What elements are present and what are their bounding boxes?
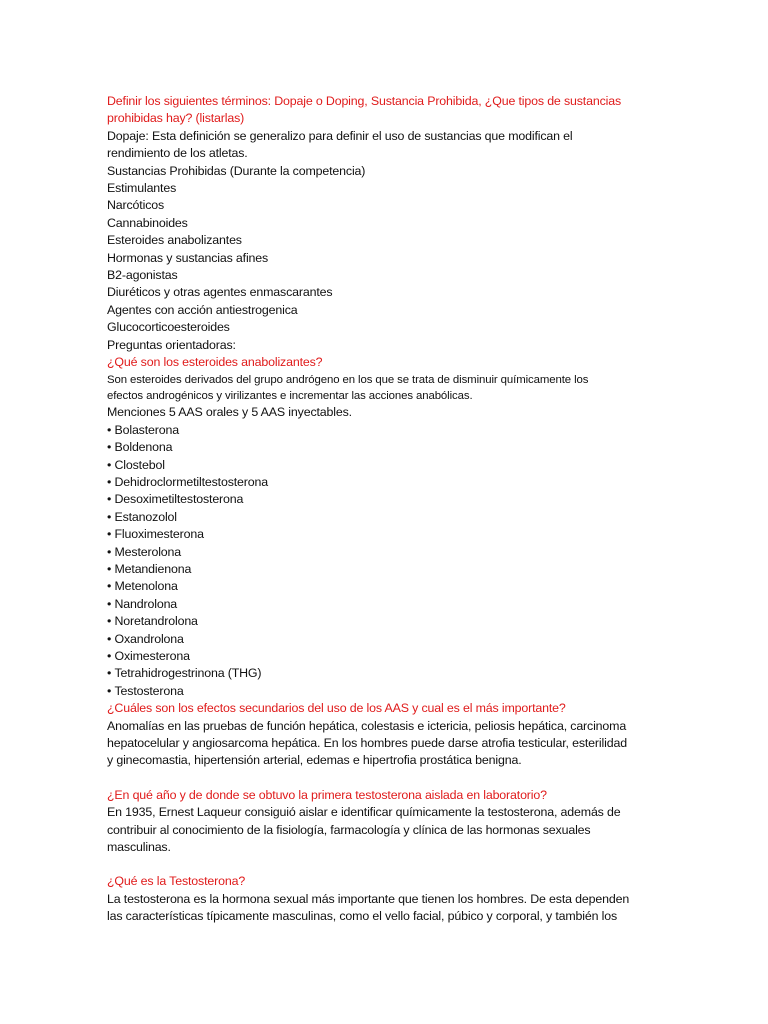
substance-item: B2-agonistas xyxy=(107,268,178,283)
paragraph-spacer xyxy=(107,856,667,873)
substance-item: Agentes con acción antiestrogenica xyxy=(107,302,298,317)
q4-answer-line-3: masculinas. xyxy=(107,840,171,855)
substance-item: Narcóticos xyxy=(107,198,165,213)
aas-list-item: • Metandienona xyxy=(107,561,667,578)
aas-list-item: • Nandrolona xyxy=(107,596,667,613)
aas-list xyxy=(107,422,667,701)
q3-answer-line-2: hepatocelular y angiosarcoma hepática. En los hombres puede darse atrofia testicular, esterilidad xyxy=(107,736,627,751)
q1-heading-line-2: prohibidas hay? (listarlas) xyxy=(107,111,245,126)
substance-item: Diuréticos y otras agentes enmascarantes xyxy=(107,285,333,300)
q4-answer-line-1: En 1935, Ernest Laqueur consiguió aislar e identificar químicamente la testosterona, además de xyxy=(107,805,621,820)
aas-list-item: • Fluoximesterona xyxy=(107,526,667,543)
substance-item: Estimulantes xyxy=(107,181,177,196)
substance-item: Esteroides anabolizantes xyxy=(107,233,242,248)
document-page xyxy=(107,93,667,926)
q3-heading: ¿Cuáles son los efectos secundarios del uso de los AAS y cual es el más importante? xyxy=(107,701,566,716)
dopaje-definition-line-2: rendimiento de los atletas. xyxy=(107,146,248,161)
aas-list-item: • Boldenona xyxy=(107,439,667,456)
aas-list-item: • Metenolona xyxy=(107,578,667,595)
aas-list-item: • Oxandrolona xyxy=(107,631,667,648)
aas-list-item: • Bolasterona xyxy=(107,422,667,439)
aas-list-item: • Noretandrolona xyxy=(107,613,667,630)
guide-questions-label: Preguntas orientadoras: xyxy=(107,337,236,352)
aas-list-item: • Testosterona xyxy=(107,683,667,700)
dopaje-definition-line-1: Dopaje: Esta definición se generalizo para definir el uso de sustancias que modifican el xyxy=(107,128,573,143)
q3-answer-line-1: Anomalías en las pruebas de función hepática, colestasis e ictericia, peliosis hepática, carcinoma xyxy=(107,718,627,733)
paragraph-spacer xyxy=(107,770,667,787)
aas-list-item: • Mesterolona xyxy=(107,544,667,561)
aas-list-item: • Tetrahidrogestrinona (THG) xyxy=(107,665,667,682)
q2-answer-line-2: efectos androgénicos y virilizantes e incrementar las acciones anabólicas. xyxy=(107,389,473,402)
q5-answer-line-1: La testosterona es la hormona sexual más importante que tienen los hombres. De esta dependen xyxy=(107,891,630,906)
aas-list-item: • Desoximetiltestosterona xyxy=(107,491,667,508)
q2-heading: ¿Qué son los esteroides anabolizantes? xyxy=(107,355,323,370)
aas-list-item: • Clostebol xyxy=(107,457,667,474)
q2-answer-line-1: Son esteroides derivados del grupo andrógeno en los que se trata de disminuir químicamente los xyxy=(107,373,589,386)
substance-item: Cannabinoides xyxy=(107,215,188,230)
substance-item: Hormonas y sustancias afines xyxy=(107,250,269,265)
q4-heading: ¿En qué año y de donde se obtuvo la primera testosterona aislada en laboratorio? xyxy=(107,787,547,802)
q4-answer-line-2: contribuir al conocimiento de la fisiología, farmacología y clínica de las hormonas sexuales xyxy=(107,822,591,837)
aas-list-item: • Dehidroclormetiltestosterona xyxy=(107,474,667,491)
aas-list-item: • Oximesterona xyxy=(107,648,667,665)
q1-heading-line-1: Definir los siguientes términos: Dopaje o Doping, Sustancia Prohibida, ¿Que tipos de sustancias xyxy=(107,94,622,108)
substance-item: Glucocorticoesteroides xyxy=(107,320,230,335)
q5-heading: ¿Qué es la Testosterona? xyxy=(107,874,246,889)
aas-mention: Menciones 5 AAS orales y 5 AAS inyectables. xyxy=(107,405,352,420)
aas-list-item: • Estanozolol xyxy=(107,509,667,526)
q5-answer-line-2: las características típicamente masculinas, como el vello facial, púbico y corporal, y también los xyxy=(107,909,618,924)
q3-answer-line-3: y ginecomastia, hipertensión arterial, edemas e hipertrofia prostática benigna. xyxy=(107,753,522,768)
substance-list xyxy=(107,180,667,337)
substances-title: Sustancias Prohibidas (Durante la competencia) xyxy=(107,163,366,178)
